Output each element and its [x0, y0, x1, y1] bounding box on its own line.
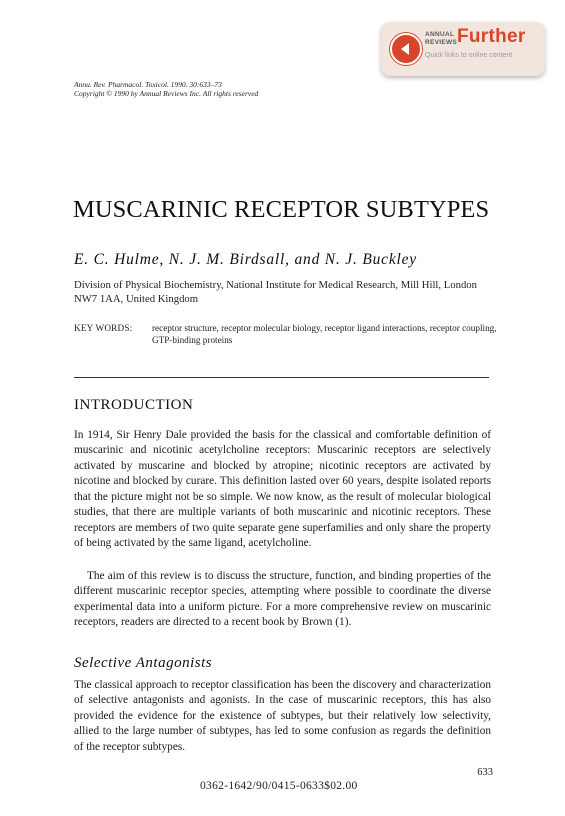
play-left-arrow-icon[interactable] [390, 33, 422, 65]
badge-subtitle: Quick links to online content [425, 52, 513, 59]
introduction-paragraph-1: In 1914, Sir Henry Dale provided the basis for the classical and comfortable definition of muscarinic and nicotinic acetylcholine receptors: Muscarinic receptors are selectively activated by muscarine and blocked by atropine; nicotinic receptors are activated by nicotine and blocked by curare. This definition lasted over 60 years, despite isolated reports that the picture might not be so simple. We now know, as the result of molecular biological studies, that there are multiple variants of both muscarinic and nicotinic receptors. These receptors are members of two quite separate gene superfamilies and only share the property of being activated by the same ligand, acetylcholine. [74, 429, 491, 550]
introduction-paragraph-2: The aim of this review is to discuss the structure, function, and binding properties of the different muscarinic receptor species, attempting where possible to coordinate the diverse experimental data into a uniform picture. For a more comprehensive review on muscarinic receptors, readers are directed to a recent book by Brown (1). [74, 570, 491, 629]
left-triangle-icon [398, 41, 414, 57]
citation-line-2: Copyright © 1990 by Annual Reviews Inc. All rights reserved [74, 89, 259, 98]
badge-brand [425, 31, 458, 46]
introduction-heading: INTRODUCTION [74, 397, 194, 413]
badge-reviews-label: REVIEWS [425, 38, 458, 46]
author-list: E. C. Hulme, N. J. M. Birdsall, and N. J. Buckley [74, 251, 417, 268]
citation-line-1: Annu. Rev. Pharmacol. Toxicol. 1990. 30:633–73 [74, 80, 222, 89]
article-title: MUSCARINIC RECEPTOR SUBTYPES [73, 196, 490, 223]
annual-reviews-further-badge[interactable] [381, 22, 545, 76]
selective-antagonists-paragraph: The classical approach to receptor classification has been the discovery and characterization of selective antagonists and agonists. In the case of muscarinic receptors, this has also provided the evidence for the existence of subtypes, but their relatively low selectivity, allied to the large number of subtypes, has led to some confusion as regards the definition of the receptor subtypes. [74, 679, 491, 753]
document-code: 0362-1642/90/0415-0633$02.00 [200, 780, 358, 792]
journal-citation [74, 80, 258, 98]
selective-antagonists-heading: Selective Antagonists [74, 655, 213, 671]
badge-further-label: Further [457, 26, 526, 47]
keywords-text: receptor structure, receptor molecular biology, receptor ligand interactions, receptor coupling, GTP-binding proteins [152, 323, 497, 345]
author-affiliation: Division of Physical Biochemistry, National Institute for Medical Research, Mill Hill, London NW7 1AA, United Kingdom [74, 279, 477, 306]
section-divider [74, 377, 489, 378]
page-number: 633 [477, 767, 493, 778]
badge-annual-label: ANNUAL [425, 31, 455, 38]
keywords-label: KEY WORDS: [74, 323, 133, 333]
